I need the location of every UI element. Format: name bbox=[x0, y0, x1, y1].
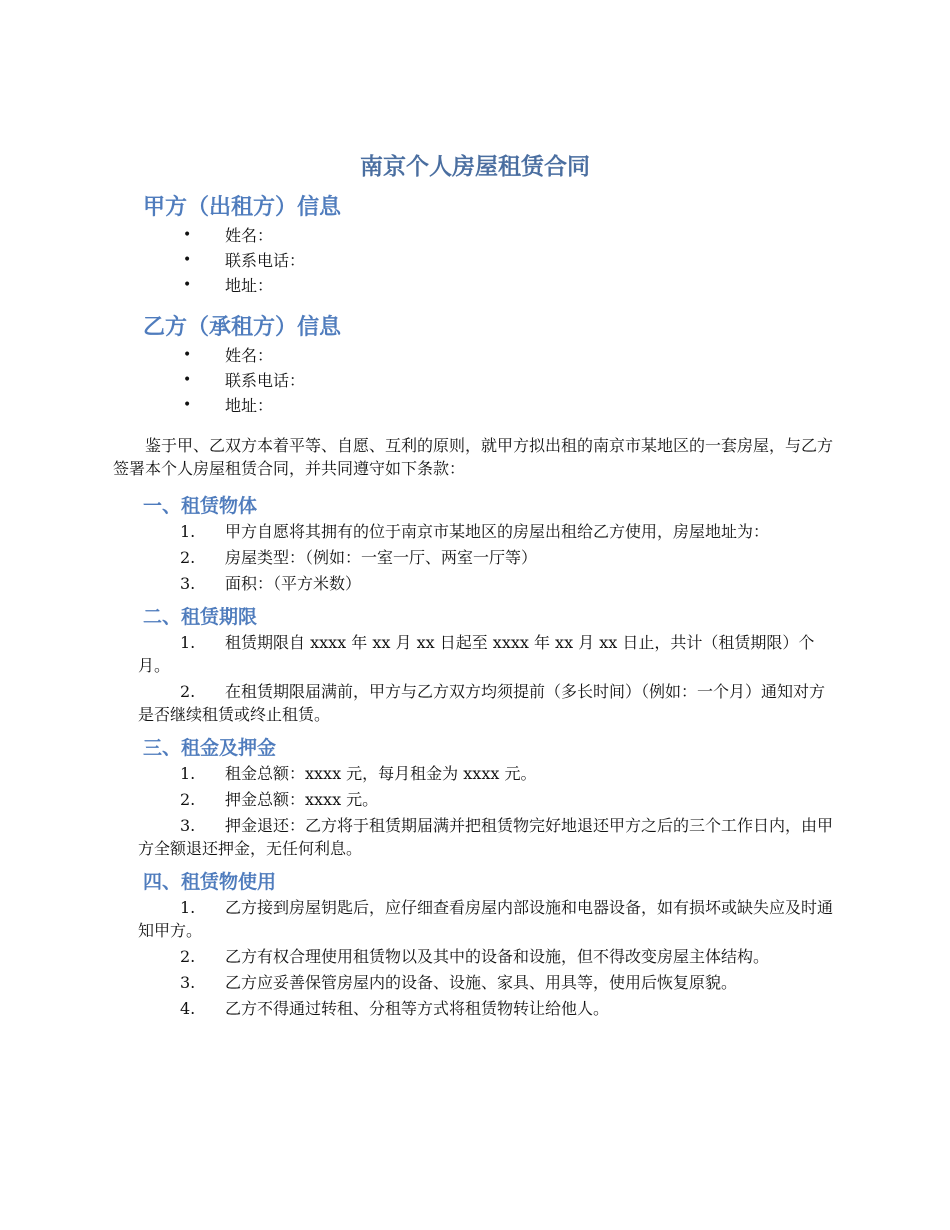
party-a-address-field bbox=[0, 273, 950, 298]
clause-item bbox=[0, 631, 950, 677]
clause-text: 房屋类型：（例如：一室一厅、两室一厅等） bbox=[225, 548, 538, 567]
party-b-name-field bbox=[0, 343, 950, 368]
clause-item bbox=[0, 546, 950, 569]
field-label: 地址： bbox=[225, 276, 274, 295]
clause-number: 3. bbox=[180, 574, 196, 593]
clause-number: 3. bbox=[180, 816, 196, 835]
clause-number: 2. bbox=[180, 790, 196, 809]
bullet-icon: • bbox=[183, 347, 192, 363]
party-b-fields bbox=[0, 343, 950, 418]
clause-number: 4. bbox=[180, 999, 196, 1018]
clause-number: 1. bbox=[180, 633, 196, 652]
clause-text: 在租赁期限届满前，甲方与乙方双方均须提前（多长时间）（例如：一个月）通知对方是否继续租赁或终止租赁。 bbox=[138, 682, 826, 724]
party-a-heading: 甲方（出租方）信息 bbox=[143, 195, 342, 220]
section-items bbox=[0, 520, 950, 595]
clause-text: 乙方有权合理使用租赁物以及其中的设备和设施，但不得改变房屋主体结构。 bbox=[225, 947, 770, 966]
section-heading: 一、租赁物体 bbox=[143, 495, 258, 517]
clause-text: 租金总额：xxxx 元，每月租金为 xxxx 元。 bbox=[225, 764, 537, 783]
clause-number: 1. bbox=[180, 764, 196, 783]
clause-number: 3. bbox=[180, 973, 196, 992]
section-heading: 三、租金及押金 bbox=[143, 737, 277, 759]
clause-item bbox=[0, 520, 950, 543]
section-heading: 二、租赁期限 bbox=[143, 606, 258, 628]
clause-item bbox=[0, 896, 950, 942]
party-a-name-field bbox=[0, 223, 950, 248]
field-label: 姓名： bbox=[225, 226, 274, 245]
clause-text: 押金总额：xxxx 元。 bbox=[225, 790, 379, 809]
section-items bbox=[0, 631, 950, 726]
clause-text: 面积：（平方米数） bbox=[225, 574, 362, 593]
clause-text: 乙方接到房屋钥匙后，应仔细查看房屋内部设施和电器设备，如有损坏或缺失应及时通知甲方。 bbox=[138, 898, 834, 940]
clause-item bbox=[0, 572, 950, 595]
clause-text: 乙方应妥善保管房屋内的设备、设施、家具、用具等，使用后恢复原貌。 bbox=[225, 973, 738, 992]
party-a-phone-field bbox=[0, 248, 950, 273]
section-heading: 四、租赁物使用 bbox=[143, 871, 277, 893]
clause-item bbox=[0, 945, 950, 968]
document-body bbox=[0, 193, 950, 1023]
preamble-paragraph: 鉴于甲、乙双方本着平等、自愿、互利的原则，就甲方拟出租的南京市某地区的一套房屋，与乙方签署本个人房屋租赁合同，并共同遵守如下条款： bbox=[113, 436, 834, 478]
field-label: 联系电话： bbox=[225, 251, 306, 270]
clause-text: 乙方不得通过转租、分租等方式将租赁物转让给他人。 bbox=[225, 999, 610, 1018]
clause-item bbox=[0, 814, 950, 860]
field-label: 联系电话： bbox=[225, 371, 306, 390]
document-title: 南京个人房屋租赁合同 bbox=[360, 154, 590, 180]
clause-number: 2. bbox=[180, 682, 196, 701]
clause-item bbox=[0, 680, 950, 726]
clause-item bbox=[0, 788, 950, 811]
clause-item bbox=[0, 971, 950, 994]
bullet-icon: • bbox=[183, 227, 192, 243]
field-label: 姓名： bbox=[225, 346, 274, 365]
clause-number: 1. bbox=[180, 898, 196, 917]
clause-text: 租赁期限自 xxxx 年 xx 月 xx 日起至 xxxx 年 xx 月 xx 日止，共计（租赁期限）个月。 bbox=[138, 633, 815, 675]
bullet-icon: • bbox=[183, 252, 192, 268]
clause-text: 甲方自愿将其拥有的位于南京市某地区的房屋出租给乙方使用，房屋地址为： bbox=[225, 522, 770, 541]
party-a-fields bbox=[0, 223, 950, 298]
bullet-icon: • bbox=[183, 397, 192, 413]
field-label: 地址： bbox=[225, 396, 274, 415]
clause-item bbox=[0, 762, 950, 785]
bullet-icon: • bbox=[183, 372, 192, 388]
party-b-address-field bbox=[0, 393, 950, 418]
clause-number: 2. bbox=[180, 947, 196, 966]
party-b-heading: 乙方（承租方）信息 bbox=[143, 315, 342, 340]
clause-number: 1. bbox=[180, 522, 196, 541]
party-b-phone-field bbox=[0, 368, 950, 393]
clause-item bbox=[0, 997, 950, 1020]
section-items bbox=[0, 762, 950, 860]
clause-text: 押金退还：乙方将于租赁期届满并把租赁物完好地退还甲方之后的三个工作日内，由甲方全额退还押金，无任何利息。 bbox=[138, 816, 834, 858]
bullet-icon: • bbox=[183, 277, 192, 293]
clause-number: 2. bbox=[180, 548, 196, 567]
section-items bbox=[0, 896, 950, 1020]
